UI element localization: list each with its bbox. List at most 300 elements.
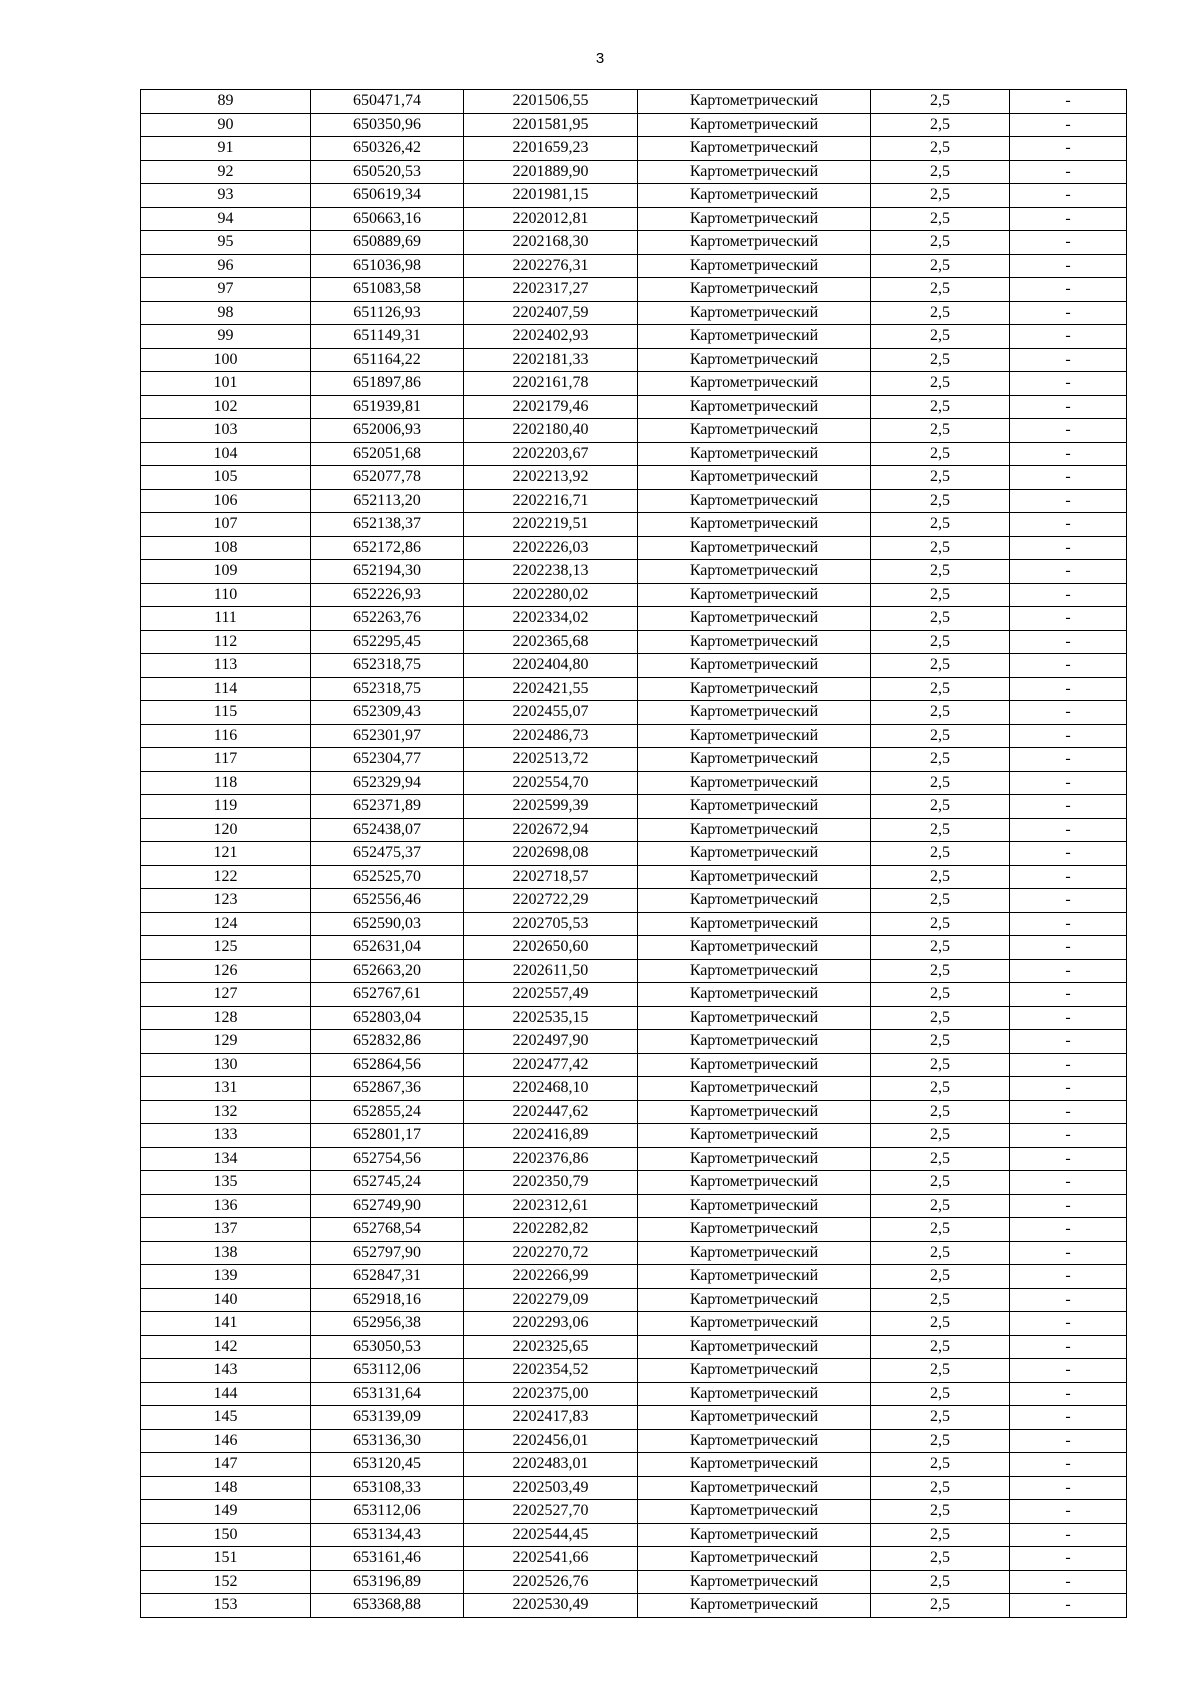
- table-row: [141, 1194, 1127, 1218]
- method-cell: Картометрический: [638, 818, 871, 842]
- description-cell: -: [1010, 1476, 1127, 1500]
- table-row: [141, 936, 1127, 960]
- method-cell: Картометрический: [638, 1124, 871, 1148]
- table-row: [141, 1523, 1127, 1547]
- method-cell: Картометрический: [638, 701, 871, 725]
- description-cell: -: [1010, 630, 1127, 654]
- point-number-cell: 143: [141, 1359, 311, 1383]
- method-cell: Картометрический: [638, 936, 871, 960]
- accuracy-cell: 2,5: [871, 466, 1010, 490]
- description-cell: -: [1010, 184, 1127, 208]
- method-cell: Картометрический: [638, 748, 871, 772]
- point-number-cell: 106: [141, 489, 311, 513]
- description-cell: -: [1010, 536, 1127, 560]
- point-number-cell: 142: [141, 1335, 311, 1359]
- x-coordinate-cell: 651036,98: [311, 254, 464, 278]
- description-cell: -: [1010, 1500, 1127, 1524]
- point-number-cell: 117: [141, 748, 311, 772]
- method-cell: Картометрический: [638, 1406, 871, 1430]
- table-row: [141, 348, 1127, 372]
- y-coordinate-cell: 2202541,66: [464, 1547, 638, 1571]
- accuracy-cell: 2,5: [871, 1124, 1010, 1148]
- table-row: [141, 395, 1127, 419]
- y-coordinate-cell: 2202402,93: [464, 325, 638, 349]
- table-row: [141, 912, 1127, 936]
- accuracy-cell: 2,5: [871, 842, 1010, 866]
- point-number-cell: 95: [141, 231, 311, 255]
- x-coordinate-cell: 653368,88: [311, 1594, 464, 1618]
- y-coordinate-cell: 2202447,62: [464, 1100, 638, 1124]
- x-coordinate-cell: 652051,68: [311, 442, 464, 466]
- point-number-cell: 94: [141, 207, 311, 231]
- y-coordinate-cell: 2202407,59: [464, 301, 638, 325]
- accuracy-cell: 2,5: [871, 1006, 1010, 1030]
- method-cell: Картометрический: [638, 583, 871, 607]
- x-coordinate-cell: 653112,06: [311, 1500, 464, 1524]
- accuracy-cell: 2,5: [871, 818, 1010, 842]
- y-coordinate-cell: 2202375,00: [464, 1382, 638, 1406]
- method-cell: Картометрический: [638, 1382, 871, 1406]
- accuracy-cell: 2,5: [871, 583, 1010, 607]
- y-coordinate-cell: 2202468,10: [464, 1077, 638, 1101]
- point-number-cell: 113: [141, 654, 311, 678]
- method-cell: Картометрический: [638, 1500, 871, 1524]
- table-row: [141, 724, 1127, 748]
- method-cell: Картометрический: [638, 1312, 871, 1336]
- point-number-cell: 101: [141, 372, 311, 396]
- description-cell: -: [1010, 724, 1127, 748]
- table-row: [141, 536, 1127, 560]
- x-coordinate-cell: 653112,06: [311, 1359, 464, 1383]
- y-coordinate-cell: 2202455,07: [464, 701, 638, 725]
- table-row: [141, 1100, 1127, 1124]
- y-coordinate-cell: 2202497,90: [464, 1030, 638, 1054]
- coordinates-table-body: [141, 90, 1127, 1618]
- method-cell: Картометрический: [638, 372, 871, 396]
- y-coordinate-cell: 2202354,52: [464, 1359, 638, 1383]
- method-cell: Картометрический: [638, 865, 871, 889]
- x-coordinate-cell: 652797,90: [311, 1241, 464, 1265]
- point-number-cell: 129: [141, 1030, 311, 1054]
- method-cell: Картометрический: [638, 889, 871, 913]
- point-number-cell: 127: [141, 983, 311, 1007]
- table-row: [141, 983, 1127, 1007]
- accuracy-cell: 2,5: [871, 1429, 1010, 1453]
- x-coordinate-cell: 653131,64: [311, 1382, 464, 1406]
- point-number-cell: 130: [141, 1053, 311, 1077]
- description-cell: -: [1010, 1523, 1127, 1547]
- description-cell: -: [1010, 301, 1127, 325]
- x-coordinate-cell: 652304,77: [311, 748, 464, 772]
- table-row: [141, 301, 1127, 325]
- accuracy-cell: 2,5: [871, 395, 1010, 419]
- method-cell: Картометрический: [638, 254, 871, 278]
- y-coordinate-cell: 2202672,94: [464, 818, 638, 842]
- x-coordinate-cell: 652113,20: [311, 489, 464, 513]
- table-row: [141, 654, 1127, 678]
- x-coordinate-cell: 652263,76: [311, 607, 464, 631]
- y-coordinate-cell: 2202417,83: [464, 1406, 638, 1430]
- point-number-cell: 126: [141, 959, 311, 983]
- table-row: [141, 1547, 1127, 1571]
- accuracy-cell: 2,5: [871, 1218, 1010, 1242]
- method-cell: Картометрический: [638, 654, 871, 678]
- method-cell: Картометрический: [638, 607, 871, 631]
- point-number-cell: 135: [141, 1171, 311, 1195]
- y-coordinate-cell: 2202270,72: [464, 1241, 638, 1265]
- x-coordinate-cell: 651164,22: [311, 348, 464, 372]
- method-cell: Картометрический: [638, 560, 871, 584]
- method-cell: Картометрический: [638, 1265, 871, 1289]
- table-row: [141, 184, 1127, 208]
- y-coordinate-cell: 2202317,27: [464, 278, 638, 302]
- point-number-cell: 110: [141, 583, 311, 607]
- table-row: [141, 1288, 1127, 1312]
- accuracy-cell: 2,5: [871, 1312, 1010, 1336]
- method-cell: Картометрический: [638, 231, 871, 255]
- description-cell: -: [1010, 231, 1127, 255]
- accuracy-cell: 2,5: [871, 137, 1010, 161]
- y-coordinate-cell: 2202203,67: [464, 442, 638, 466]
- description-cell: -: [1010, 1570, 1127, 1594]
- table-row: [141, 113, 1127, 137]
- method-cell: Картометрический: [638, 677, 871, 701]
- point-number-cell: 103: [141, 419, 311, 443]
- table-row: [141, 889, 1127, 913]
- table-row: [141, 1406, 1127, 1430]
- point-number-cell: 91: [141, 137, 311, 161]
- point-number-cell: 151: [141, 1547, 311, 1571]
- y-coordinate-cell: 2202416,89: [464, 1124, 638, 1148]
- accuracy-cell: 2,5: [871, 983, 1010, 1007]
- y-coordinate-cell: 2202161,78: [464, 372, 638, 396]
- method-cell: Картометрический: [638, 1335, 871, 1359]
- accuracy-cell: 2,5: [871, 560, 1010, 584]
- description-cell: -: [1010, 113, 1127, 137]
- table-row: [141, 1312, 1127, 1336]
- x-coordinate-cell: 653196,89: [311, 1570, 464, 1594]
- point-number-cell: 93: [141, 184, 311, 208]
- point-number-cell: 138: [141, 1241, 311, 1265]
- point-number-cell: 115: [141, 701, 311, 725]
- y-coordinate-cell: 2201659,23: [464, 137, 638, 161]
- table-row: [141, 1476, 1127, 1500]
- point-number-cell: 136: [141, 1194, 311, 1218]
- accuracy-cell: 2,5: [871, 936, 1010, 960]
- accuracy-cell: 2,5: [871, 677, 1010, 701]
- table-row: [141, 1124, 1127, 1148]
- x-coordinate-cell: 652318,75: [311, 677, 464, 701]
- accuracy-cell: 2,5: [871, 442, 1010, 466]
- method-cell: Картометрический: [638, 1147, 871, 1171]
- point-number-cell: 107: [141, 513, 311, 537]
- point-number-cell: 148: [141, 1476, 311, 1500]
- y-coordinate-cell: 2202376,86: [464, 1147, 638, 1171]
- accuracy-cell: 2,5: [871, 1547, 1010, 1571]
- y-coordinate-cell: 2202599,39: [464, 795, 638, 819]
- accuracy-cell: 2,5: [871, 278, 1010, 302]
- y-coordinate-cell: 2202513,72: [464, 748, 638, 772]
- description-cell: -: [1010, 1547, 1127, 1571]
- point-number-cell: 89: [141, 90, 311, 114]
- table-row: [141, 513, 1127, 537]
- x-coordinate-cell: 650326,42: [311, 137, 464, 161]
- x-coordinate-cell: 652371,89: [311, 795, 464, 819]
- accuracy-cell: 2,5: [871, 865, 1010, 889]
- description-cell: -: [1010, 818, 1127, 842]
- point-number-cell: 97: [141, 278, 311, 302]
- description-cell: -: [1010, 1124, 1127, 1148]
- y-coordinate-cell: 2202325,65: [464, 1335, 638, 1359]
- method-cell: Картометрический: [638, 207, 871, 231]
- accuracy-cell: 2,5: [871, 536, 1010, 560]
- y-coordinate-cell: 2202219,51: [464, 513, 638, 537]
- y-coordinate-cell: 2202527,70: [464, 1500, 638, 1524]
- y-coordinate-cell: 2202238,13: [464, 560, 638, 584]
- x-coordinate-cell: 652768,54: [311, 1218, 464, 1242]
- accuracy-cell: 2,5: [871, 113, 1010, 137]
- point-number-cell: 118: [141, 771, 311, 795]
- coordinates-table: [140, 89, 1127, 1618]
- x-coordinate-cell: 652309,43: [311, 701, 464, 725]
- point-number-cell: 102: [141, 395, 311, 419]
- y-coordinate-cell: 2202477,42: [464, 1053, 638, 1077]
- method-cell: Картометрический: [638, 1030, 871, 1054]
- accuracy-cell: 2,5: [871, 1077, 1010, 1101]
- description-cell: -: [1010, 677, 1127, 701]
- description-cell: -: [1010, 748, 1127, 772]
- method-cell: Картометрический: [638, 1100, 871, 1124]
- point-number-cell: 100: [141, 348, 311, 372]
- table-row: [141, 607, 1127, 631]
- description-cell: -: [1010, 607, 1127, 631]
- y-coordinate-cell: 2202282,82: [464, 1218, 638, 1242]
- description-cell: -: [1010, 1100, 1127, 1124]
- y-coordinate-cell: 2201506,55: [464, 90, 638, 114]
- description-cell: -: [1010, 348, 1127, 372]
- table-row: [141, 442, 1127, 466]
- y-coordinate-cell: 2202365,68: [464, 630, 638, 654]
- method-cell: Картометрический: [638, 1077, 871, 1101]
- description-cell: -: [1010, 1359, 1127, 1383]
- accuracy-cell: 2,5: [871, 1053, 1010, 1077]
- description-cell: -: [1010, 513, 1127, 537]
- point-number-cell: 153: [141, 1594, 311, 1618]
- description-cell: -: [1010, 795, 1127, 819]
- point-number-cell: 99: [141, 325, 311, 349]
- y-coordinate-cell: 2202226,03: [464, 536, 638, 560]
- description-cell: -: [1010, 842, 1127, 866]
- y-coordinate-cell: 2202718,57: [464, 865, 638, 889]
- point-number-cell: 96: [141, 254, 311, 278]
- description-cell: -: [1010, 1288, 1127, 1312]
- y-coordinate-cell: 2202611,50: [464, 959, 638, 983]
- description-cell: -: [1010, 1241, 1127, 1265]
- x-coordinate-cell: 652194,30: [311, 560, 464, 584]
- accuracy-cell: 2,5: [871, 254, 1010, 278]
- x-coordinate-cell: 650471,74: [311, 90, 464, 114]
- y-coordinate-cell: 2202483,01: [464, 1453, 638, 1477]
- y-coordinate-cell: 2202650,60: [464, 936, 638, 960]
- x-coordinate-cell: 652847,31: [311, 1265, 464, 1289]
- accuracy-cell: 2,5: [871, 912, 1010, 936]
- y-coordinate-cell: 2202334,02: [464, 607, 638, 631]
- table-row: [141, 1265, 1127, 1289]
- table-row: [141, 1030, 1127, 1054]
- method-cell: Картометрический: [638, 983, 871, 1007]
- method-cell: Картометрический: [638, 1171, 871, 1195]
- point-number-cell: 152: [141, 1570, 311, 1594]
- y-coordinate-cell: 2202554,70: [464, 771, 638, 795]
- point-number-cell: 131: [141, 1077, 311, 1101]
- method-cell: Картометрический: [638, 348, 871, 372]
- y-coordinate-cell: 2202404,80: [464, 654, 638, 678]
- accuracy-cell: 2,5: [871, 1476, 1010, 1500]
- accuracy-cell: 2,5: [871, 489, 1010, 513]
- point-number-cell: 109: [141, 560, 311, 584]
- method-cell: Картометрический: [638, 1523, 871, 1547]
- x-coordinate-cell: 652077,78: [311, 466, 464, 490]
- description-cell: -: [1010, 1382, 1127, 1406]
- method-cell: Картометрический: [638, 137, 871, 161]
- description-cell: -: [1010, 983, 1127, 1007]
- x-coordinate-cell: 650350,96: [311, 113, 464, 137]
- table-row: [141, 1570, 1127, 1594]
- method-cell: Картометрический: [638, 795, 871, 819]
- method-cell: Картометрический: [638, 395, 871, 419]
- description-cell: -: [1010, 90, 1127, 114]
- page-number: 3: [595, 50, 605, 67]
- method-cell: Картометрический: [638, 536, 871, 560]
- x-coordinate-cell: 652767,61: [311, 983, 464, 1007]
- x-coordinate-cell: 652745,24: [311, 1171, 464, 1195]
- description-cell: -: [1010, 1171, 1127, 1195]
- method-cell: Картометрический: [638, 1453, 871, 1477]
- description-cell: -: [1010, 771, 1127, 795]
- point-number-cell: 121: [141, 842, 311, 866]
- table-row: [141, 795, 1127, 819]
- description-cell: -: [1010, 1335, 1127, 1359]
- description-cell: -: [1010, 1265, 1127, 1289]
- point-number-cell: 105: [141, 466, 311, 490]
- x-coordinate-cell: 652295,45: [311, 630, 464, 654]
- description-cell: -: [1010, 865, 1127, 889]
- x-coordinate-cell: 652329,94: [311, 771, 464, 795]
- accuracy-cell: 2,5: [871, 889, 1010, 913]
- accuracy-cell: 2,5: [871, 1382, 1010, 1406]
- description-cell: -: [1010, 583, 1127, 607]
- table-row: [141, 1382, 1127, 1406]
- x-coordinate-cell: 651939,81: [311, 395, 464, 419]
- y-coordinate-cell: 2202486,73: [464, 724, 638, 748]
- table-row: [141, 1147, 1127, 1171]
- x-coordinate-cell: 652801,17: [311, 1124, 464, 1148]
- accuracy-cell: 2,5: [871, 1359, 1010, 1383]
- x-coordinate-cell: 650889,69: [311, 231, 464, 255]
- description-cell: -: [1010, 1594, 1127, 1618]
- accuracy-cell: 2,5: [871, 1523, 1010, 1547]
- x-coordinate-cell: 652754,56: [311, 1147, 464, 1171]
- description-cell: -: [1010, 278, 1127, 302]
- x-coordinate-cell: 650520,53: [311, 160, 464, 184]
- x-coordinate-cell: 653050,53: [311, 1335, 464, 1359]
- accuracy-cell: 2,5: [871, 513, 1010, 537]
- description-cell: -: [1010, 325, 1127, 349]
- method-cell: Картометрический: [638, 442, 871, 466]
- y-coordinate-cell: 2201981,15: [464, 184, 638, 208]
- table-row: [141, 231, 1127, 255]
- accuracy-cell: 2,5: [871, 959, 1010, 983]
- description-cell: -: [1010, 1053, 1127, 1077]
- method-cell: Картометрический: [638, 1218, 871, 1242]
- x-coordinate-cell: 653120,45: [311, 1453, 464, 1477]
- x-coordinate-cell: 653161,46: [311, 1547, 464, 1571]
- description-cell: -: [1010, 489, 1127, 513]
- point-number-cell: 111: [141, 607, 311, 631]
- method-cell: Картометрический: [638, 113, 871, 137]
- accuracy-cell: 2,5: [871, 1147, 1010, 1171]
- x-coordinate-cell: 652918,16: [311, 1288, 464, 1312]
- method-cell: Картометрический: [638, 1429, 871, 1453]
- x-coordinate-cell: 652749,90: [311, 1194, 464, 1218]
- point-number-cell: 122: [141, 865, 311, 889]
- table-row: [141, 701, 1127, 725]
- description-cell: -: [1010, 1147, 1127, 1171]
- accuracy-cell: 2,5: [871, 1500, 1010, 1524]
- point-number-cell: 137: [141, 1218, 311, 1242]
- y-coordinate-cell: 2202293,06: [464, 1312, 638, 1336]
- point-number-cell: 147: [141, 1453, 311, 1477]
- accuracy-cell: 2,5: [871, 795, 1010, 819]
- table-row: [141, 1077, 1127, 1101]
- description-cell: -: [1010, 936, 1127, 960]
- y-coordinate-cell: 2202722,29: [464, 889, 638, 913]
- description-cell: -: [1010, 912, 1127, 936]
- method-cell: Картометрический: [638, 1476, 871, 1500]
- table-row: [141, 1218, 1127, 1242]
- point-number-cell: 92: [141, 160, 311, 184]
- description-cell: -: [1010, 701, 1127, 725]
- x-coordinate-cell: 652803,04: [311, 1006, 464, 1030]
- method-cell: Картометрический: [638, 1594, 871, 1618]
- accuracy-cell: 2,5: [871, 748, 1010, 772]
- accuracy-cell: 2,5: [871, 419, 1010, 443]
- point-number-cell: 108: [141, 536, 311, 560]
- table-row: [141, 1500, 1127, 1524]
- point-number-cell: 114: [141, 677, 311, 701]
- x-coordinate-cell: 652956,38: [311, 1312, 464, 1336]
- point-number-cell: 116: [141, 724, 311, 748]
- table-row: [141, 1429, 1127, 1453]
- method-cell: Картометрический: [638, 1006, 871, 1030]
- point-number-cell: 125: [141, 936, 311, 960]
- method-cell: Картометрический: [638, 489, 871, 513]
- table-row: [141, 1359, 1127, 1383]
- accuracy-cell: 2,5: [871, 1335, 1010, 1359]
- point-number-cell: 112: [141, 630, 311, 654]
- description-cell: -: [1010, 654, 1127, 678]
- y-coordinate-cell: 2202544,45: [464, 1523, 638, 1547]
- method-cell: Картометрический: [638, 466, 871, 490]
- table-row: [141, 818, 1127, 842]
- description-cell: -: [1010, 254, 1127, 278]
- description-cell: -: [1010, 889, 1127, 913]
- point-number-cell: 140: [141, 1288, 311, 1312]
- table-row: [141, 419, 1127, 443]
- x-coordinate-cell: 651083,58: [311, 278, 464, 302]
- x-coordinate-cell: 652318,75: [311, 654, 464, 678]
- point-number-cell: 128: [141, 1006, 311, 1030]
